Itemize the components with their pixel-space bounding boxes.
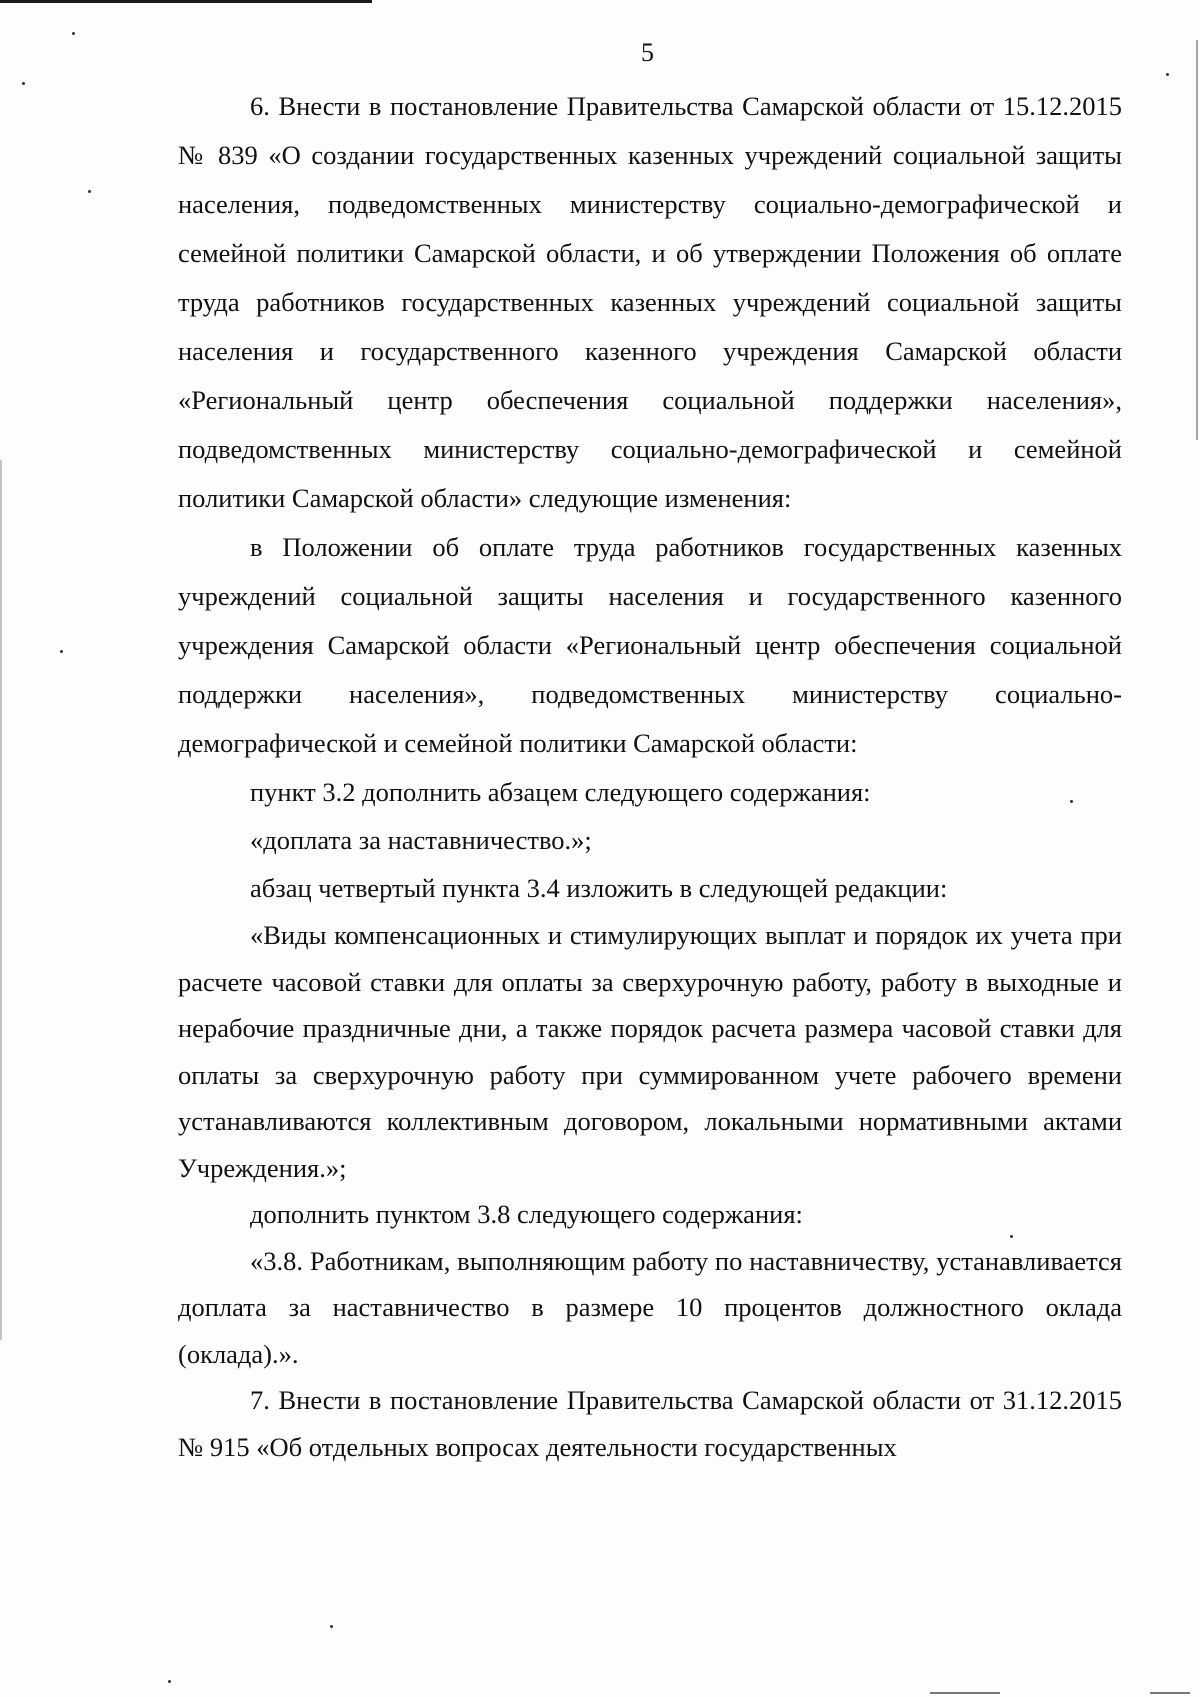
scan-speck <box>1166 73 1169 76</box>
scan-edge-right <box>1196 40 1198 440</box>
paragraph-regulation-changes: в Положении об оплате труда работников государственных казенных учреждений социальной защиты населения и государственного казенного учреждения Самарской области «Региональный центр обеспечения социальной поддержки населения», подведомственных министерству социально-демографической и семейной политики Самарской области: <box>178 532 1122 758</box>
scan-speck <box>60 650 63 653</box>
scan-edge-left <box>0 460 2 1340</box>
scan-speck <box>1010 1235 1013 1238</box>
paragraph-add-item-3-8: дополнить пунктом 3.8 следующего содержания: <box>250 1199 803 1229</box>
scan-speck <box>22 82 25 85</box>
scan-speck <box>1070 800 1073 803</box>
scan-speck <box>330 1625 333 1628</box>
paragraph-item-3-2: пункт 3.2 дополнить абзацем следующего содержания: <box>250 777 871 807</box>
paragraph-types-of-payments: «Виды компенсационных и стимулирующих выплат и порядок их учета при расчете часовой ставки для оплаты за сверхурочную работу, работу в выходные и нерабочие праздничные дни, а также порядок расчета размера часовой ставки для оплаты за сверхурочную работу при суммированном учете рабочего времени устанавливаются коллективным договором, локальными нормативными актами Учреждения.»; <box>178 920 1122 1183</box>
paragraph-7: 7. Внести в постановление Правительства Самарской области от 31.12.2015 № 915 «Об отдельных вопросах деятельности государственных <box>178 1385 1122 1462</box>
paragraph-item-3-4: абзац четвертый пункта 3.4 изложить в следующей редакции: <box>250 873 948 903</box>
scan-edge-bottom <box>930 1692 1000 1694</box>
paragraph-mentoring-pay: «доплата за наставничество.»; <box>250 825 592 855</box>
scan-edge-bottom <box>1150 1692 1190 1694</box>
scan-speck <box>72 32 75 35</box>
paragraph-item-3-8-text: «3.8. Работникам, выполняющим работу по наставничеству, устанавливается доплата за наставничество в размере 10 процентов должностного оклада (оклада).». <box>178 1245 1122 1369</box>
page-number: 5 <box>641 38 654 67</box>
paragraph-6: 6. Внести в постановление Правительства Самарской области от 15.12.2015 № 839 «О создании государственных казенных учреждений социальной защиты населения, подведомственных министерству социально-демографической и семейной политики Самарской области, и об утверждении Положения об оплате труда работников государственных казенных учреждений социальной защиты населения и государственного казенного учреждения Самарской области «Региональный центр обеспечения социальной поддержки населения», подведомственных министерству социально-демографической и семейной политики Самарской области» следующие изменения: <box>178 91 1122 513</box>
scan-speck <box>88 190 91 193</box>
scan-speck <box>168 1680 171 1683</box>
top-edge-line <box>0 0 372 3</box>
document-body <box>178 82 1122 1470</box>
